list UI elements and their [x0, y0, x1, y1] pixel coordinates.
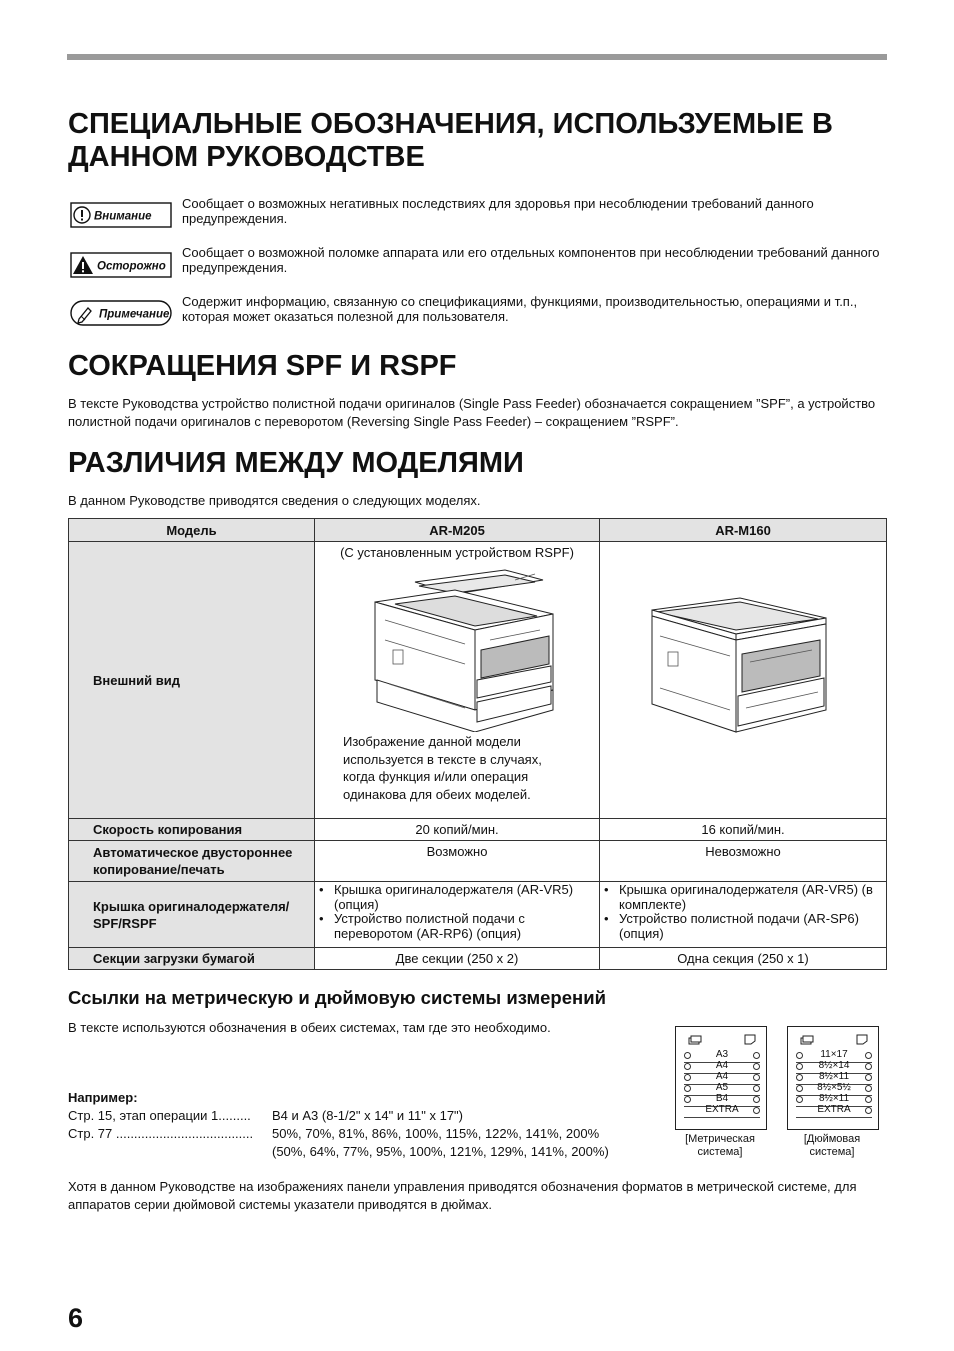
spf-heading: СОКРАЩЕНИЯ SPF И RSPF — [68, 350, 457, 382]
header-model: Модель — [69, 519, 315, 542]
m205-rspf-note: (С установленным устройством RSPF) — [340, 545, 574, 560]
note-badge-label: Примечание — [99, 308, 170, 321]
example1-ref: Стр. 15, этап операции 1......... — [68, 1108, 251, 1123]
cell-m205-duplex: Возможно — [315, 841, 600, 882]
notice-caution-text: Сообщает о возможной поломке аппарата или его отдельных компонентов при несоблюдении требований данного предупреждения. — [182, 245, 880, 275]
metric-size-extra: EXTRA — [705, 1104, 739, 1115]
cell-m205-cover — [315, 882, 600, 948]
row-label-speed: Скорость копирования — [69, 819, 315, 841]
row-label-duplex: Автоматическое двустороннее копирование/печать — [69, 841, 315, 882]
notice-note-text: Содержит информацию, связанную со спецификациями, функциями, производительностью, операциями и т.п., которая может оказаться полезной для пользователя. — [182, 294, 858, 324]
ar-m160-copier-image — [600, 592, 886, 792]
page-number: 6 — [68, 1303, 84, 1333]
example2-values-inch: (50%, 64%, 77%, 95%, 100%, 121%, 129%, 141%, 200%) — [272, 1144, 609, 1159]
caution-badge-label: Осторожно — [97, 260, 166, 273]
m205-cover-item: • Крышка оригиналодержателя (AR-VR5) (опция) — [315, 883, 595, 912]
cell-m160-duplex: Невозможно — [600, 841, 887, 882]
notice-warning-text: Сообщает о возможных негативных последствиях для здоровья при несоблюдении требований данного предупреждения. — [182, 196, 814, 226]
note-badge-icon — [70, 300, 172, 326]
warning-badge-icon — [70, 202, 172, 228]
inch-size-8x11r: 8½×11 — [818, 1093, 850, 1104]
metric-caption: [Метрическая система] — [685, 1133, 755, 1158]
units-heading: Ссылки на метрическую и дюймовую системы измерений — [68, 987, 606, 1008]
spf-text: В тексте Руководства устройство полистной подачи оригиналов (Single Pass Feeder) обозначается сокращением ”SPF”, а устройство полистной подачи оригиналов с переворотом (Reversing Single Pass Feeder) – сокращением ”RSPF”. — [68, 396, 876, 429]
caution-badge-icon — [70, 252, 172, 278]
units-intro: В тексте используются обозначения в обеих системах, там где это необходимо. — [68, 1020, 551, 1035]
copy-stack-icon — [800, 1035, 814, 1045]
paper-icon — [856, 1034, 868, 1045]
inch-size-extra: EXTRA — [817, 1104, 851, 1115]
table-header-row — [69, 519, 887, 542]
table-row-speed — [69, 819, 887, 841]
metric-size-a3: A3 — [715, 1049, 729, 1060]
header-ar-m160: AR-M160 — [600, 519, 887, 542]
inch-size-11x17: 11×17 — [820, 1049, 848, 1060]
header-ar-m205: AR-M205 — [315, 519, 600, 542]
inch-size-8x5: 8½×5½ — [817, 1082, 851, 1093]
models-heading: РАЗЛИЧИЯ МЕЖДУ МОДЕЛЯМИ — [68, 447, 524, 479]
models-table — [68, 518, 887, 970]
metric-size-a4: A4 — [715, 1060, 729, 1071]
cell-m205-appearance — [315, 542, 600, 819]
inch-size-8x14: 8½×14 — [818, 1060, 850, 1071]
models-intro: В данном Руководстве приводятся сведения о следующих моделях. — [68, 493, 481, 508]
ar-m205-copier-image — [315, 560, 599, 732]
metric-size-a4r: A4 — [715, 1071, 729, 1082]
example2-ref: Стр. 77 ...................................... — [68, 1126, 254, 1141]
cell-m160-cover — [600, 882, 887, 948]
m205-image-caption: Изображение данной модели используется в тексте в случаях, когда функция и/или операция одинакова для обеих моделей. — [343, 734, 542, 802]
inch-caption: [Дюймовая система] — [803, 1133, 861, 1158]
metric-panel — [675, 1026, 767, 1130]
example2-values: 50%, 70%, 81%, 86%, 100%, 115%, 122%, 141%, 200% — [272, 1126, 600, 1141]
page-title: СПЕЦИАЛЬНЫЕ ОБОЗНАЧЕНИЯ, ИСПОЛЬЗУЕМЫЕ В ДАННОМ РУКОВОДСТВЕ — [68, 108, 833, 173]
row-label-cover: Крышка оригиналодержателя/ SPF/RSPF — [69, 882, 315, 948]
warning-badge-label: Внимание — [94, 210, 152, 223]
m205-feeder-item: • Устройство полистной подачи с переворотом (AR-RP6) (опция) — [315, 912, 595, 941]
cell-m205-trays: Две секции (250 x 2) — [315, 948, 600, 970]
m160-feeder-item: • Устройство полистной подачи (AR-SP6) (опция) — [600, 912, 882, 941]
row-label-appearance: Внешний вид — [69, 542, 315, 819]
inch-panel — [787, 1026, 879, 1130]
table-row-appearance — [69, 542, 887, 819]
copy-stack-icon — [688, 1035, 702, 1045]
table-row-trays — [69, 948, 887, 970]
table-row-cover — [69, 882, 887, 948]
top-rule — [67, 54, 887, 60]
example1-values: B4 и A3 (8-1/2" x 14" и 11" x 17") — [272, 1108, 463, 1123]
m160-cover-item: • Крышка оригиналодержателя (AR-VR5) (в комплекте) — [600, 883, 882, 912]
paper-icon — [744, 1034, 756, 1045]
row-label-trays: Секции загрузки бумагой — [69, 948, 315, 970]
example-label: Например: — [68, 1090, 138, 1105]
inch-size-8x11: 8½×11 — [818, 1071, 850, 1082]
cell-m160-trays: Одна секция (250 x 1) — [600, 948, 887, 970]
units-closing: Хотя в данном Руководстве на изображениях панели управления приводятся обозначения форматов в метрической системе, для аппаратов серии дюймовой системы указатели приводятся в дюймах. — [68, 1179, 857, 1212]
metric-size-a5: A5 — [715, 1082, 729, 1093]
cell-m160-speed: 16 копий/мин. — [600, 819, 887, 841]
cell-m160-appearance — [600, 542, 887, 819]
table-row-duplex — [69, 841, 887, 882]
cell-m205-speed: 20 копий/мин. — [315, 819, 600, 841]
metric-size-b4: B4 — [715, 1093, 729, 1104]
